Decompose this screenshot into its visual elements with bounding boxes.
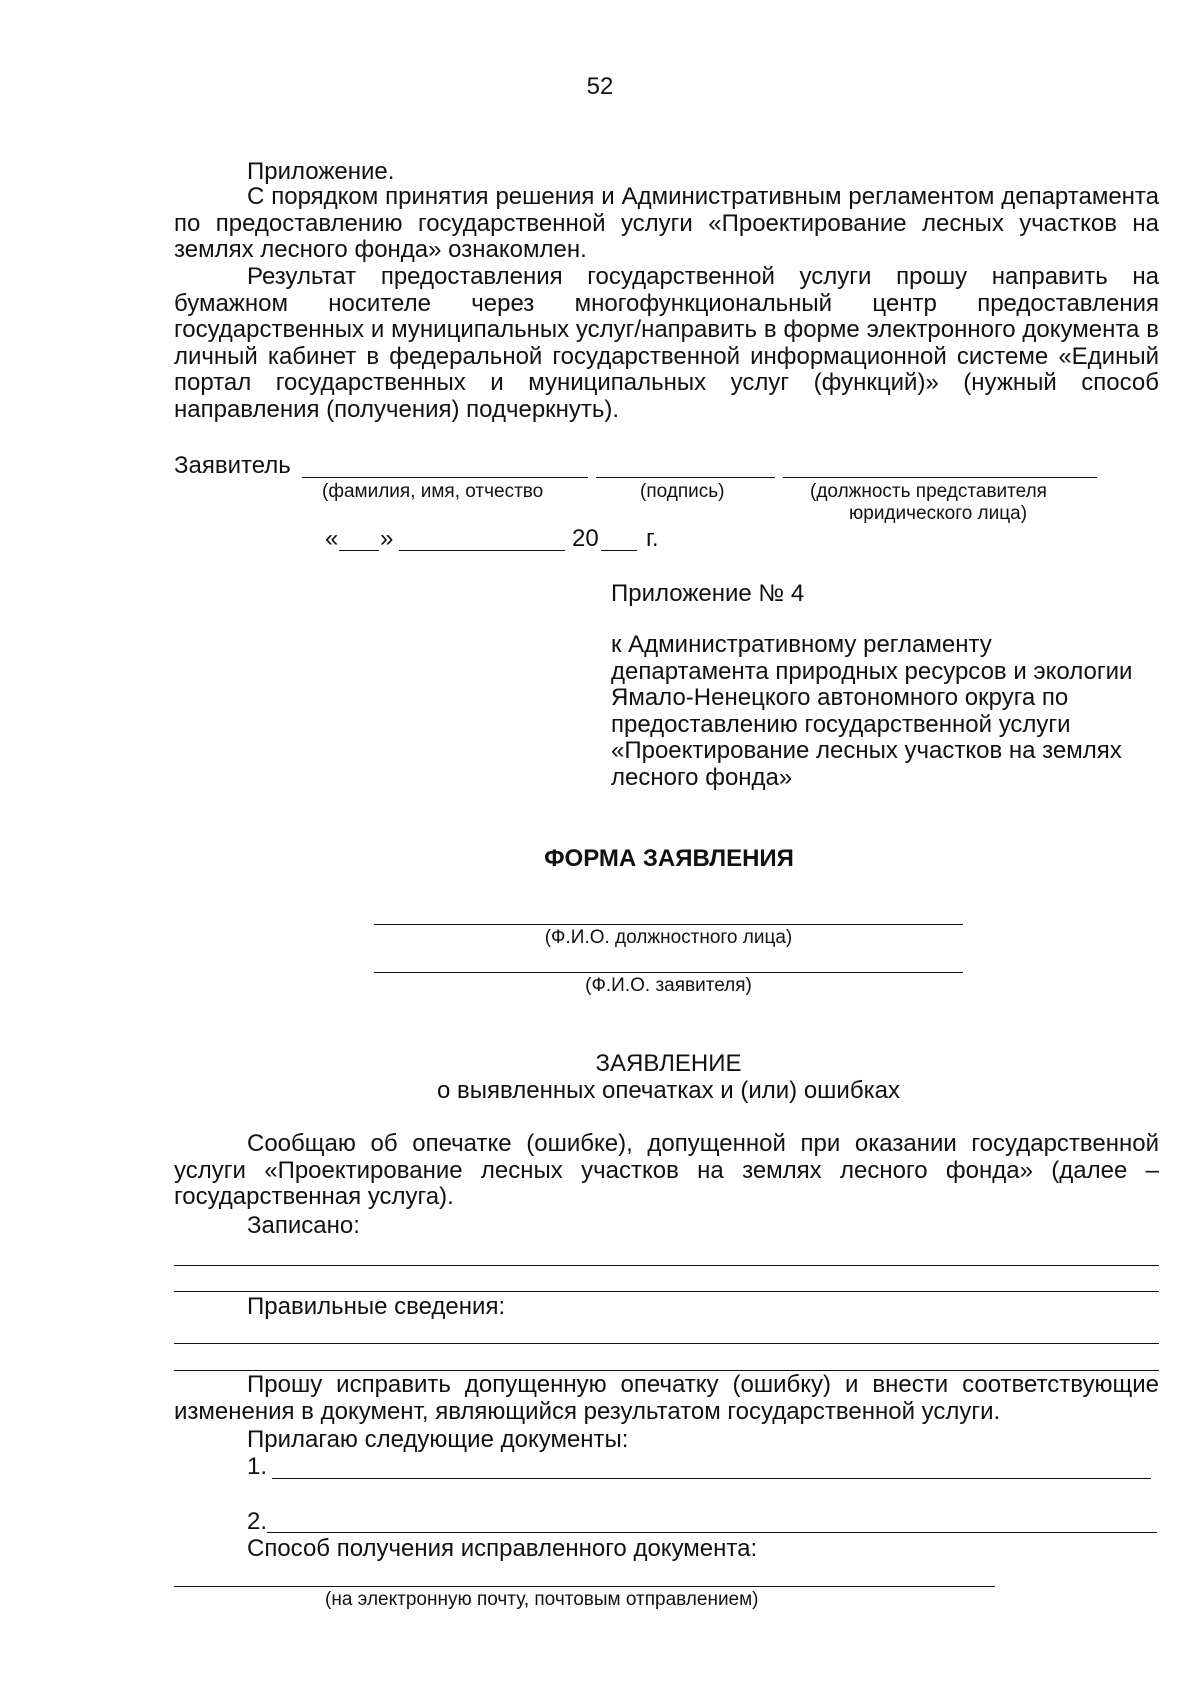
applicant-name-line-2[interactable] — [374, 972, 963, 973]
appendix-line: «Проектирование лесных участков на землях — [611, 737, 1122, 765]
caption-signature: (подпись) — [640, 481, 725, 502]
attachment-item-2-number: 2. — [247, 1508, 268, 1535]
recorded-line-2[interactable] — [174, 1291, 1159, 1292]
report-paragraph: Сообщаю об опечатке (ошибке), допущенной при оказании государственной услуги «Проектирование лесных участков на землях лесного фонда» (далее – государственная услуга). — [174, 1130, 1159, 1211]
applicant-name-caption: (Ф.И.О. заявителя) — [585, 975, 752, 996]
applicant-signature-line[interactable] — [596, 477, 775, 478]
attachment-item-1-number: 1. — [247, 1453, 268, 1480]
caption-position: (должность представителя — [810, 481, 1047, 502]
recorded-label: Записано: — [247, 1212, 360, 1239]
appendix-line: предоставлению государственной услуги — [611, 710, 1071, 738]
attach-label: Прилагаю следующие документы: — [247, 1426, 629, 1453]
date-month-line[interactable] — [399, 550, 565, 551]
appendix-regulation-reference — [611, 632, 1132, 792]
appendix-title: Приложение № 4 — [611, 580, 805, 607]
date-year-suffix: г. — [646, 525, 659, 552]
form-title: ФОРМА ЗАЯВЛЕНИЯ — [544, 845, 794, 872]
date-year-prefix: 20 — [572, 525, 599, 552]
official-name-caption: (Ф.И.О. должностного лица) — [544, 927, 793, 948]
applicant-position-line[interactable] — [783, 477, 1097, 478]
date-day-line[interactable] — [339, 550, 379, 551]
result-paragraph: Результат предоставления государственной услуги прошу направить на бумажном носителе через многофункциональный центр предоставления государственных и муниципальных услуг/направить в форме электронного документа в личный кабинет в федеральной государственной информационной системе «Единый портал государственных и муниципальных услуг (функций)» (нужный способ направления (получения) подчеркнуть). — [174, 263, 1159, 423]
correct-info-label: Правильные сведения: — [247, 1293, 506, 1320]
official-name-line[interactable] — [374, 924, 963, 925]
receipt-method-caption: (на электронную почту, почтовым отправлением) — [325, 1589, 759, 1610]
request-paragraph: Прошу исправить допущенную опечатку (ошибку) и внести соответствующие изменения в документ, являющийся результатом государственной услуги. — [174, 1371, 1159, 1425]
attachment-item-1-line[interactable] — [272, 1478, 1151, 1479]
acquainted-paragraph: С порядком принятия решения и Административным регламентом департамента по предоставлению государственной услуги «Проектирование лесных участков на землях лесного фонда» ознакомлен. — [174, 183, 1159, 264]
caption-legal-entity: юридического лица) — [849, 503, 1028, 524]
attachment-heading: Приложение. — [247, 158, 395, 185]
recorded-line-1[interactable] — [174, 1265, 1159, 1266]
correct-info-line-1[interactable] — [174, 1343, 1159, 1344]
caption-full-name: (фамилия, имя, отчество — [322, 481, 544, 502]
appendix-line: Ямало-Ненецкого автономного округа по — [611, 684, 1069, 712]
appendix-line: к Административному регламенту — [611, 631, 992, 658]
date-year-line[interactable] — [601, 550, 637, 551]
appendix-line: лесного фонда» — [611, 763, 793, 791]
date-quote-open: « — [325, 525, 339, 552]
statement-title: ЗАЯВЛЕНИЕ — [595, 1050, 742, 1077]
applicant-label: Заявитель — [174, 452, 291, 479]
date-quote-close: » — [380, 525, 394, 552]
attachment-item-2-line[interactable] — [267, 1532, 1157, 1533]
applicant-name-line[interactable] — [302, 477, 588, 478]
page-number: 52 — [586, 73, 614, 100]
receipt-method-line[interactable] — [174, 1586, 995, 1587]
appendix-line: департамента природных ресурсов и экологии — [611, 657, 1133, 685]
receipt-method-label: Способ получения исправленного документа: — [247, 1535, 758, 1562]
statement-subtitle: о выявленных опечатках и (или) ошибках — [437, 1077, 900, 1104]
